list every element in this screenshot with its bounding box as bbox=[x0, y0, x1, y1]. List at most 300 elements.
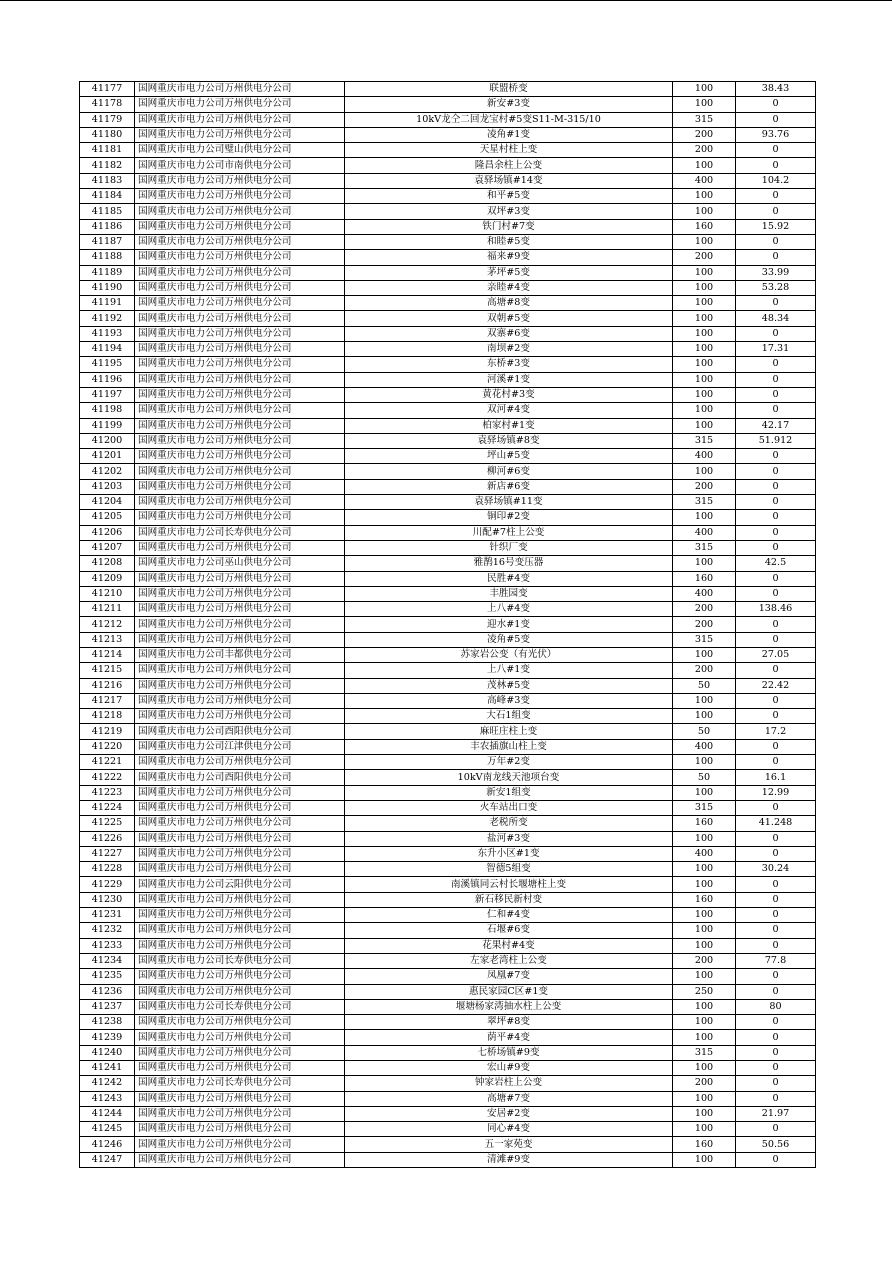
table-row bbox=[80, 540, 816, 555]
row-id-cell: 41207 bbox=[80, 540, 135, 555]
transformer-name-cell: 宏山#9变 bbox=[345, 1061, 673, 1076]
capacity-cell: 100 bbox=[673, 999, 736, 1014]
capacity-cell: 400 bbox=[673, 525, 736, 540]
capacity-cell: 100 bbox=[673, 234, 736, 249]
value-cell: 0 bbox=[736, 1030, 816, 1045]
capacity-cell: 315 bbox=[673, 1045, 736, 1060]
capacity-cell: 100 bbox=[673, 97, 736, 112]
capacity-cell: 100 bbox=[673, 403, 736, 418]
value-cell: 0 bbox=[736, 923, 816, 938]
company-cell: 国网重庆市电力公司万州供电分公司 bbox=[135, 938, 345, 953]
value-cell: 0 bbox=[736, 234, 816, 249]
company-cell: 国网重庆市电力公司万州供电分公司 bbox=[135, 1061, 345, 1076]
table-row bbox=[80, 173, 816, 188]
row-id-cell: 41216 bbox=[80, 678, 135, 693]
transformer-name-cell: 翠坪#8变 bbox=[345, 1015, 673, 1030]
transformer-name-cell: 大石1组变 bbox=[345, 709, 673, 724]
transformer-name-cell: 万年#2变 bbox=[345, 755, 673, 770]
transformer-name-cell: 铜印#2变 bbox=[345, 510, 673, 525]
capacity-cell: 100 bbox=[673, 387, 736, 402]
table-row bbox=[80, 739, 816, 754]
company-cell: 国网重庆市电力公司万州供电分公司 bbox=[135, 1030, 345, 1045]
value-cell: 138.46 bbox=[736, 602, 816, 617]
row-id-cell: 41227 bbox=[80, 846, 135, 861]
company-cell: 国网重庆市电力公司万州供电分公司 bbox=[135, 908, 345, 923]
row-id-cell: 41231 bbox=[80, 908, 135, 923]
table-row bbox=[80, 785, 816, 800]
transformer-name-cell: 双朝#5变 bbox=[345, 311, 673, 326]
value-cell: 104.2 bbox=[736, 173, 816, 188]
company-cell: 国网重庆市电力公司万州供电分公司 bbox=[135, 846, 345, 861]
table-row bbox=[80, 280, 816, 295]
transformer-name-cell: 东桥#3变 bbox=[345, 357, 673, 372]
row-id-cell: 41198 bbox=[80, 403, 135, 418]
row-id-cell: 41233 bbox=[80, 938, 135, 953]
table-row bbox=[80, 143, 816, 158]
value-cell: 42.17 bbox=[736, 418, 816, 433]
transformer-table bbox=[79, 81, 816, 1168]
row-id-cell: 41219 bbox=[80, 724, 135, 739]
transformer-name-cell: 七桥场镇#9变 bbox=[345, 1045, 673, 1060]
transformer-name-cell: 双寨#6变 bbox=[345, 326, 673, 341]
page-top-border bbox=[0, 0, 892, 1]
table-row bbox=[80, 969, 816, 984]
capacity-cell: 100 bbox=[673, 1091, 736, 1106]
transformer-name-cell: 袁驿场镇#11变 bbox=[345, 495, 673, 510]
company-cell: 国网重庆市电力公司万州供电分公司 bbox=[135, 1106, 345, 1121]
capacity-cell: 160 bbox=[673, 892, 736, 907]
capacity-cell: 50 bbox=[673, 770, 736, 785]
company-cell: 国网重庆市电力公司万州供电分公司 bbox=[135, 433, 345, 448]
row-id-cell: 41228 bbox=[80, 862, 135, 877]
table-row bbox=[80, 495, 816, 510]
table-row bbox=[80, 449, 816, 464]
capacity-cell: 400 bbox=[673, 449, 736, 464]
value-cell: 0 bbox=[736, 1091, 816, 1106]
row-id-cell: 41224 bbox=[80, 800, 135, 815]
company-cell: 国网重庆市电力公司酉阳供电分公司 bbox=[135, 724, 345, 739]
company-cell: 国网重庆市电力公司万州供电分公司 bbox=[135, 693, 345, 708]
row-id-cell: 41232 bbox=[80, 923, 135, 938]
table-row bbox=[80, 647, 816, 662]
row-id-cell: 41240 bbox=[80, 1045, 135, 1060]
capacity-cell: 100 bbox=[673, 969, 736, 984]
capacity-cell: 315 bbox=[673, 495, 736, 510]
capacity-cell: 400 bbox=[673, 586, 736, 601]
table-row bbox=[80, 953, 816, 968]
capacity-cell: 100 bbox=[673, 464, 736, 479]
value-cell: 0 bbox=[736, 158, 816, 173]
capacity-cell: 400 bbox=[673, 739, 736, 754]
capacity-cell: 100 bbox=[673, 357, 736, 372]
value-cell: 50.56 bbox=[736, 1137, 816, 1152]
row-id-cell: 41182 bbox=[80, 158, 135, 173]
transformer-name-cell: 迎水#1变 bbox=[345, 617, 673, 632]
value-cell: 0 bbox=[736, 892, 816, 907]
row-id-cell: 41246 bbox=[80, 1137, 135, 1152]
table-row bbox=[80, 250, 816, 265]
company-cell: 国网重庆市电力公司万州供电分公司 bbox=[135, 372, 345, 387]
row-id-cell: 41217 bbox=[80, 693, 135, 708]
row-id-cell: 41190 bbox=[80, 280, 135, 295]
transformer-name-cell: 和睦#5变 bbox=[345, 234, 673, 249]
table-row bbox=[80, 877, 816, 892]
capacity-cell: 100 bbox=[673, 1061, 736, 1076]
capacity-cell: 100 bbox=[673, 923, 736, 938]
transformer-name-cell: 上八#1变 bbox=[345, 663, 673, 678]
transformer-name-cell: 高塘#7变 bbox=[345, 1091, 673, 1106]
capacity-cell: 100 bbox=[673, 204, 736, 219]
transformer-name-cell: 天星村柱上变 bbox=[345, 143, 673, 158]
value-cell: 33.99 bbox=[736, 265, 816, 280]
value-cell: 0 bbox=[736, 357, 816, 372]
value-cell: 0 bbox=[736, 1015, 816, 1030]
company-cell: 国网重庆市电力公司万州供电分公司 bbox=[135, 403, 345, 418]
row-id-cell: 41235 bbox=[80, 969, 135, 984]
table-row bbox=[80, 770, 816, 785]
row-id-cell: 41209 bbox=[80, 571, 135, 586]
row-id-cell: 41199 bbox=[80, 418, 135, 433]
table-row bbox=[80, 372, 816, 387]
table-row bbox=[80, 1106, 816, 1121]
row-id-cell: 41225 bbox=[80, 816, 135, 831]
capacity-cell: 200 bbox=[673, 617, 736, 632]
table-row bbox=[80, 908, 816, 923]
transformer-name-cell: 10kV南龙线天池项台变 bbox=[345, 770, 673, 785]
table-row bbox=[80, 1030, 816, 1045]
table-row bbox=[80, 816, 816, 831]
row-id-cell: 41184 bbox=[80, 189, 135, 204]
table-row bbox=[80, 892, 816, 907]
row-id-cell: 41208 bbox=[80, 556, 135, 571]
capacity-cell: 315 bbox=[673, 540, 736, 555]
table-row bbox=[80, 342, 816, 357]
company-cell: 国网重庆市电力公司万州供电分公司 bbox=[135, 785, 345, 800]
capacity-cell: 100 bbox=[673, 908, 736, 923]
capacity-cell: 100 bbox=[673, 647, 736, 662]
value-cell: 0 bbox=[736, 1152, 816, 1167]
transformer-name-cell: 荫平#4变 bbox=[345, 1030, 673, 1045]
transformer-name-cell: 茂林#5变 bbox=[345, 678, 673, 693]
row-id-cell: 41202 bbox=[80, 464, 135, 479]
value-cell: 0 bbox=[736, 984, 816, 999]
value-cell: 0 bbox=[736, 479, 816, 494]
transformer-name-cell: 联盟桥变 bbox=[345, 82, 673, 97]
row-id-cell: 41213 bbox=[80, 632, 135, 647]
capacity-cell: 100 bbox=[673, 326, 736, 341]
company-cell: 国网重庆市电力公司万州供电分公司 bbox=[135, 892, 345, 907]
company-cell: 国网重庆市电力公司万州供电分公司 bbox=[135, 862, 345, 877]
row-id-cell: 41215 bbox=[80, 663, 135, 678]
company-cell: 国网重庆市电力公司丰都供电分公司 bbox=[135, 647, 345, 662]
capacity-cell: 100 bbox=[673, 418, 736, 433]
row-id-cell: 41181 bbox=[80, 143, 135, 158]
table-row bbox=[80, 1076, 816, 1091]
row-id-cell: 41241 bbox=[80, 1061, 135, 1076]
transformer-name-cell: 和平#5变 bbox=[345, 189, 673, 204]
value-cell: 0 bbox=[736, 617, 816, 632]
capacity-cell: 100 bbox=[673, 1106, 736, 1121]
value-cell: 0 bbox=[736, 143, 816, 158]
table-row bbox=[80, 82, 816, 97]
table-row bbox=[80, 984, 816, 999]
value-cell: 0 bbox=[736, 1122, 816, 1137]
value-cell: 80 bbox=[736, 999, 816, 1014]
table-row bbox=[80, 1152, 816, 1167]
value-cell: 41.248 bbox=[736, 816, 816, 831]
row-id-cell: 41223 bbox=[80, 785, 135, 800]
transformer-name-cell: 民胜#4变 bbox=[345, 571, 673, 586]
capacity-cell: 160 bbox=[673, 1137, 736, 1152]
capacity-cell: 100 bbox=[673, 877, 736, 892]
capacity-cell: 160 bbox=[673, 816, 736, 831]
row-id-cell: 41180 bbox=[80, 127, 135, 142]
row-id-cell: 41205 bbox=[80, 510, 135, 525]
table-row bbox=[80, 938, 816, 953]
row-id-cell: 41192 bbox=[80, 311, 135, 326]
company-cell: 国网重庆市电力公司万州供电分公司 bbox=[135, 571, 345, 586]
company-cell: 国网重庆市电力公司万州供电分公司 bbox=[135, 479, 345, 494]
company-cell: 国网重庆市电力公司万州供电分公司 bbox=[135, 923, 345, 938]
table-row bbox=[80, 862, 816, 877]
capacity-cell: 200 bbox=[673, 1076, 736, 1091]
transformer-name-cell: 10kV龙仝二回龙宝村#5变S11-M-315/10 bbox=[345, 112, 673, 127]
capacity-cell: 200 bbox=[673, 479, 736, 494]
capacity-cell: 50 bbox=[673, 678, 736, 693]
transformer-name-cell: 丰胜园变 bbox=[345, 586, 673, 601]
transformer-name-cell: 五一家苑变 bbox=[345, 1137, 673, 1152]
company-cell: 国网重庆市电力公司万州供电分公司 bbox=[135, 709, 345, 724]
capacity-cell: 100 bbox=[673, 938, 736, 953]
table-row bbox=[80, 464, 816, 479]
company-cell: 国网重庆市电力公司万州供电分公司 bbox=[135, 1091, 345, 1106]
transformer-name-cell: 双河#4变 bbox=[345, 403, 673, 418]
row-id-cell: 41218 bbox=[80, 709, 135, 724]
value-cell: 27.05 bbox=[736, 647, 816, 662]
row-id-cell: 41236 bbox=[80, 984, 135, 999]
row-id-cell: 41177 bbox=[80, 82, 135, 97]
table-row bbox=[80, 693, 816, 708]
company-cell: 国网重庆市电力公司璧山供电分公司 bbox=[135, 143, 345, 158]
table-row bbox=[80, 234, 816, 249]
value-cell: 53.28 bbox=[736, 280, 816, 295]
table-row bbox=[80, 433, 816, 448]
capacity-cell: 100 bbox=[673, 158, 736, 173]
value-cell: 0 bbox=[736, 1061, 816, 1076]
value-cell: 21.97 bbox=[736, 1106, 816, 1121]
row-id-cell: 41179 bbox=[80, 112, 135, 127]
value-cell: 48.34 bbox=[736, 311, 816, 326]
company-cell: 国网重庆市电力公司长寿供电分公司 bbox=[135, 999, 345, 1014]
table-row bbox=[80, 158, 816, 173]
value-cell: 0 bbox=[736, 1045, 816, 1060]
table-row bbox=[80, 311, 816, 326]
company-cell: 国网重庆市电力公司万州供电分公司 bbox=[135, 82, 345, 97]
value-cell: 0 bbox=[736, 800, 816, 815]
transformer-name-cell: 堰塘杨家湾抽水柱上公变 bbox=[345, 999, 673, 1014]
table-row bbox=[80, 1137, 816, 1152]
capacity-cell: 200 bbox=[673, 127, 736, 142]
transformer-name-cell: 柳河#6变 bbox=[345, 464, 673, 479]
capacity-cell: 200 bbox=[673, 250, 736, 265]
table-row bbox=[80, 678, 816, 693]
value-cell: 0 bbox=[736, 663, 816, 678]
row-id-cell: 41185 bbox=[80, 204, 135, 219]
transformer-name-cell: 钟家岩柱上公变 bbox=[345, 1076, 673, 1091]
capacity-cell: 100 bbox=[673, 1030, 736, 1045]
company-cell: 国网重庆市电力公司万州供电分公司 bbox=[135, 296, 345, 311]
capacity-cell: 100 bbox=[673, 709, 736, 724]
value-cell: 0 bbox=[736, 908, 816, 923]
capacity-cell: 100 bbox=[673, 1122, 736, 1137]
table-row bbox=[80, 800, 816, 815]
row-id-cell: 41239 bbox=[80, 1030, 135, 1045]
transformer-name-cell: 袁驿场镇#8变 bbox=[345, 433, 673, 448]
value-cell: 0 bbox=[736, 250, 816, 265]
row-id-cell: 41206 bbox=[80, 525, 135, 540]
value-cell: 22.42 bbox=[736, 678, 816, 693]
transformer-name-cell: 凌角#5变 bbox=[345, 632, 673, 647]
row-id-cell: 41214 bbox=[80, 647, 135, 662]
value-cell: 0 bbox=[736, 296, 816, 311]
company-cell: 国网重庆市电力公司万州供电分公司 bbox=[135, 984, 345, 999]
capacity-cell: 315 bbox=[673, 632, 736, 647]
transformer-name-cell: 河溪#1变 bbox=[345, 372, 673, 387]
table-row bbox=[80, 586, 816, 601]
transformer-name-cell: 隆昌余柱上公变 bbox=[345, 158, 673, 173]
value-cell: 0 bbox=[736, 831, 816, 846]
table-row bbox=[80, 265, 816, 280]
company-cell: 国网重庆市电力公司长寿供电分公司 bbox=[135, 525, 345, 540]
capacity-cell: 100 bbox=[673, 1015, 736, 1030]
row-id-cell: 41191 bbox=[80, 296, 135, 311]
table-row bbox=[80, 219, 816, 234]
capacity-cell: 100 bbox=[673, 785, 736, 800]
company-cell: 国网重庆市电力公司万州供电分公司 bbox=[135, 495, 345, 510]
row-id-cell: 41187 bbox=[80, 234, 135, 249]
value-cell: 0 bbox=[736, 709, 816, 724]
value-cell: 17.2 bbox=[736, 724, 816, 739]
value-cell: 0 bbox=[736, 969, 816, 984]
row-id-cell: 41247 bbox=[80, 1152, 135, 1167]
capacity-cell: 400 bbox=[673, 173, 736, 188]
table-row bbox=[80, 525, 816, 540]
transformer-name-cell: 上八#4变 bbox=[345, 602, 673, 617]
company-cell: 国网重庆市电力公司万州供电分公司 bbox=[135, 342, 345, 357]
row-id-cell: 41210 bbox=[80, 586, 135, 601]
company-cell: 国网重庆市电力公司万州供电分公司 bbox=[135, 510, 345, 525]
table-row bbox=[80, 357, 816, 372]
row-id-cell: 41229 bbox=[80, 877, 135, 892]
table-row bbox=[80, 831, 816, 846]
row-id-cell: 41186 bbox=[80, 219, 135, 234]
company-cell: 国网重庆市电力公司万州供电分公司 bbox=[135, 540, 345, 555]
transformer-name-cell: 凤凰#7变 bbox=[345, 969, 673, 984]
row-id-cell: 41201 bbox=[80, 449, 135, 464]
row-id-cell: 41197 bbox=[80, 387, 135, 402]
transformer-name-cell: 针织厂变 bbox=[345, 540, 673, 555]
row-id-cell: 41220 bbox=[80, 739, 135, 754]
company-cell: 国网重庆市电力公司万州供电分公司 bbox=[135, 387, 345, 402]
table-row bbox=[80, 403, 816, 418]
table-row bbox=[80, 1091, 816, 1106]
capacity-cell: 100 bbox=[673, 189, 736, 204]
company-cell: 国网重庆市电力公司万州供电分公司 bbox=[135, 586, 345, 601]
capacity-cell: 315 bbox=[673, 433, 736, 448]
transformer-name-cell: 苏家岩公变（有光伏） bbox=[345, 647, 673, 662]
company-cell: 国网重庆市电力公司万州供电分公司 bbox=[135, 816, 345, 831]
table-row bbox=[80, 923, 816, 938]
row-id-cell: 41200 bbox=[80, 433, 135, 448]
row-id-cell: 41244 bbox=[80, 1106, 135, 1121]
value-cell: 0 bbox=[736, 938, 816, 953]
table-row bbox=[80, 724, 816, 739]
company-cell: 国网重庆市电力公司万州供电分公司 bbox=[135, 663, 345, 678]
row-id-cell: 41194 bbox=[80, 342, 135, 357]
company-cell: 国网重庆市电力公司万州供电分公司 bbox=[135, 234, 345, 249]
value-cell: 0 bbox=[736, 464, 816, 479]
company-cell: 国网重庆市电力公司酉阳供电分公司 bbox=[135, 770, 345, 785]
table-row bbox=[80, 602, 816, 617]
company-cell: 国网重庆市电力公司万州供电分公司 bbox=[135, 127, 345, 142]
company-cell: 国网重庆市电力公司长寿供电分公司 bbox=[135, 1076, 345, 1091]
row-id-cell: 41193 bbox=[80, 326, 135, 341]
capacity-cell: 100 bbox=[673, 311, 736, 326]
value-cell: 0 bbox=[736, 204, 816, 219]
company-cell: 国网重庆市电力公司万州供电分公司 bbox=[135, 1045, 345, 1060]
company-cell: 国网重庆市电力公司万州供电分公司 bbox=[135, 800, 345, 815]
capacity-cell: 100 bbox=[673, 831, 736, 846]
capacity-cell: 100 bbox=[673, 82, 736, 97]
row-id-cell: 41203 bbox=[80, 479, 135, 494]
transformer-name-cell: 麻旺庄柱上变 bbox=[345, 724, 673, 739]
capacity-cell: 315 bbox=[673, 112, 736, 127]
table-row bbox=[80, 999, 816, 1014]
company-cell: 国网重庆市电力公司万州供电分公司 bbox=[135, 831, 345, 846]
value-cell: 0 bbox=[736, 525, 816, 540]
table-row bbox=[80, 617, 816, 632]
row-id-cell: 41242 bbox=[80, 1076, 135, 1091]
capacity-cell: 100 bbox=[673, 510, 736, 525]
company-cell: 国网重庆市电力公司万州供电分公司 bbox=[135, 250, 345, 265]
row-id-cell: 41237 bbox=[80, 999, 135, 1014]
value-cell: 0 bbox=[736, 846, 816, 861]
company-cell: 国网重庆市电力公司万州供电分公司 bbox=[135, 969, 345, 984]
value-cell: 0 bbox=[736, 189, 816, 204]
transformer-name-cell: 南坝#2变 bbox=[345, 342, 673, 357]
value-cell: 77.8 bbox=[736, 953, 816, 968]
row-id-cell: 41195 bbox=[80, 357, 135, 372]
value-cell: 17.31 bbox=[736, 342, 816, 357]
company-cell: 国网重庆市电力公司万州供电分公司 bbox=[135, 678, 345, 693]
transformer-name-cell: 安居#2变 bbox=[345, 1106, 673, 1121]
table-row bbox=[80, 846, 816, 861]
table-body bbox=[80, 82, 816, 1168]
transformer-name-cell: 东升小区#1变 bbox=[345, 846, 673, 861]
capacity-cell: 200 bbox=[673, 602, 736, 617]
table-row bbox=[80, 112, 816, 127]
value-cell: 0 bbox=[736, 97, 816, 112]
transformer-name-cell: 雅鹊16号变压器 bbox=[345, 556, 673, 571]
row-id-cell: 41243 bbox=[80, 1091, 135, 1106]
transformer-name-cell: 福来#9变 bbox=[345, 250, 673, 265]
row-id-cell: 41196 bbox=[80, 372, 135, 387]
table-row bbox=[80, 663, 816, 678]
company-cell: 国网重庆市电力公司江津供电分公司 bbox=[135, 739, 345, 754]
transformer-name-cell: 坪山#5变 bbox=[345, 449, 673, 464]
transformer-name-cell: 袁驿场镇#14变 bbox=[345, 173, 673, 188]
capacity-cell: 250 bbox=[673, 984, 736, 999]
